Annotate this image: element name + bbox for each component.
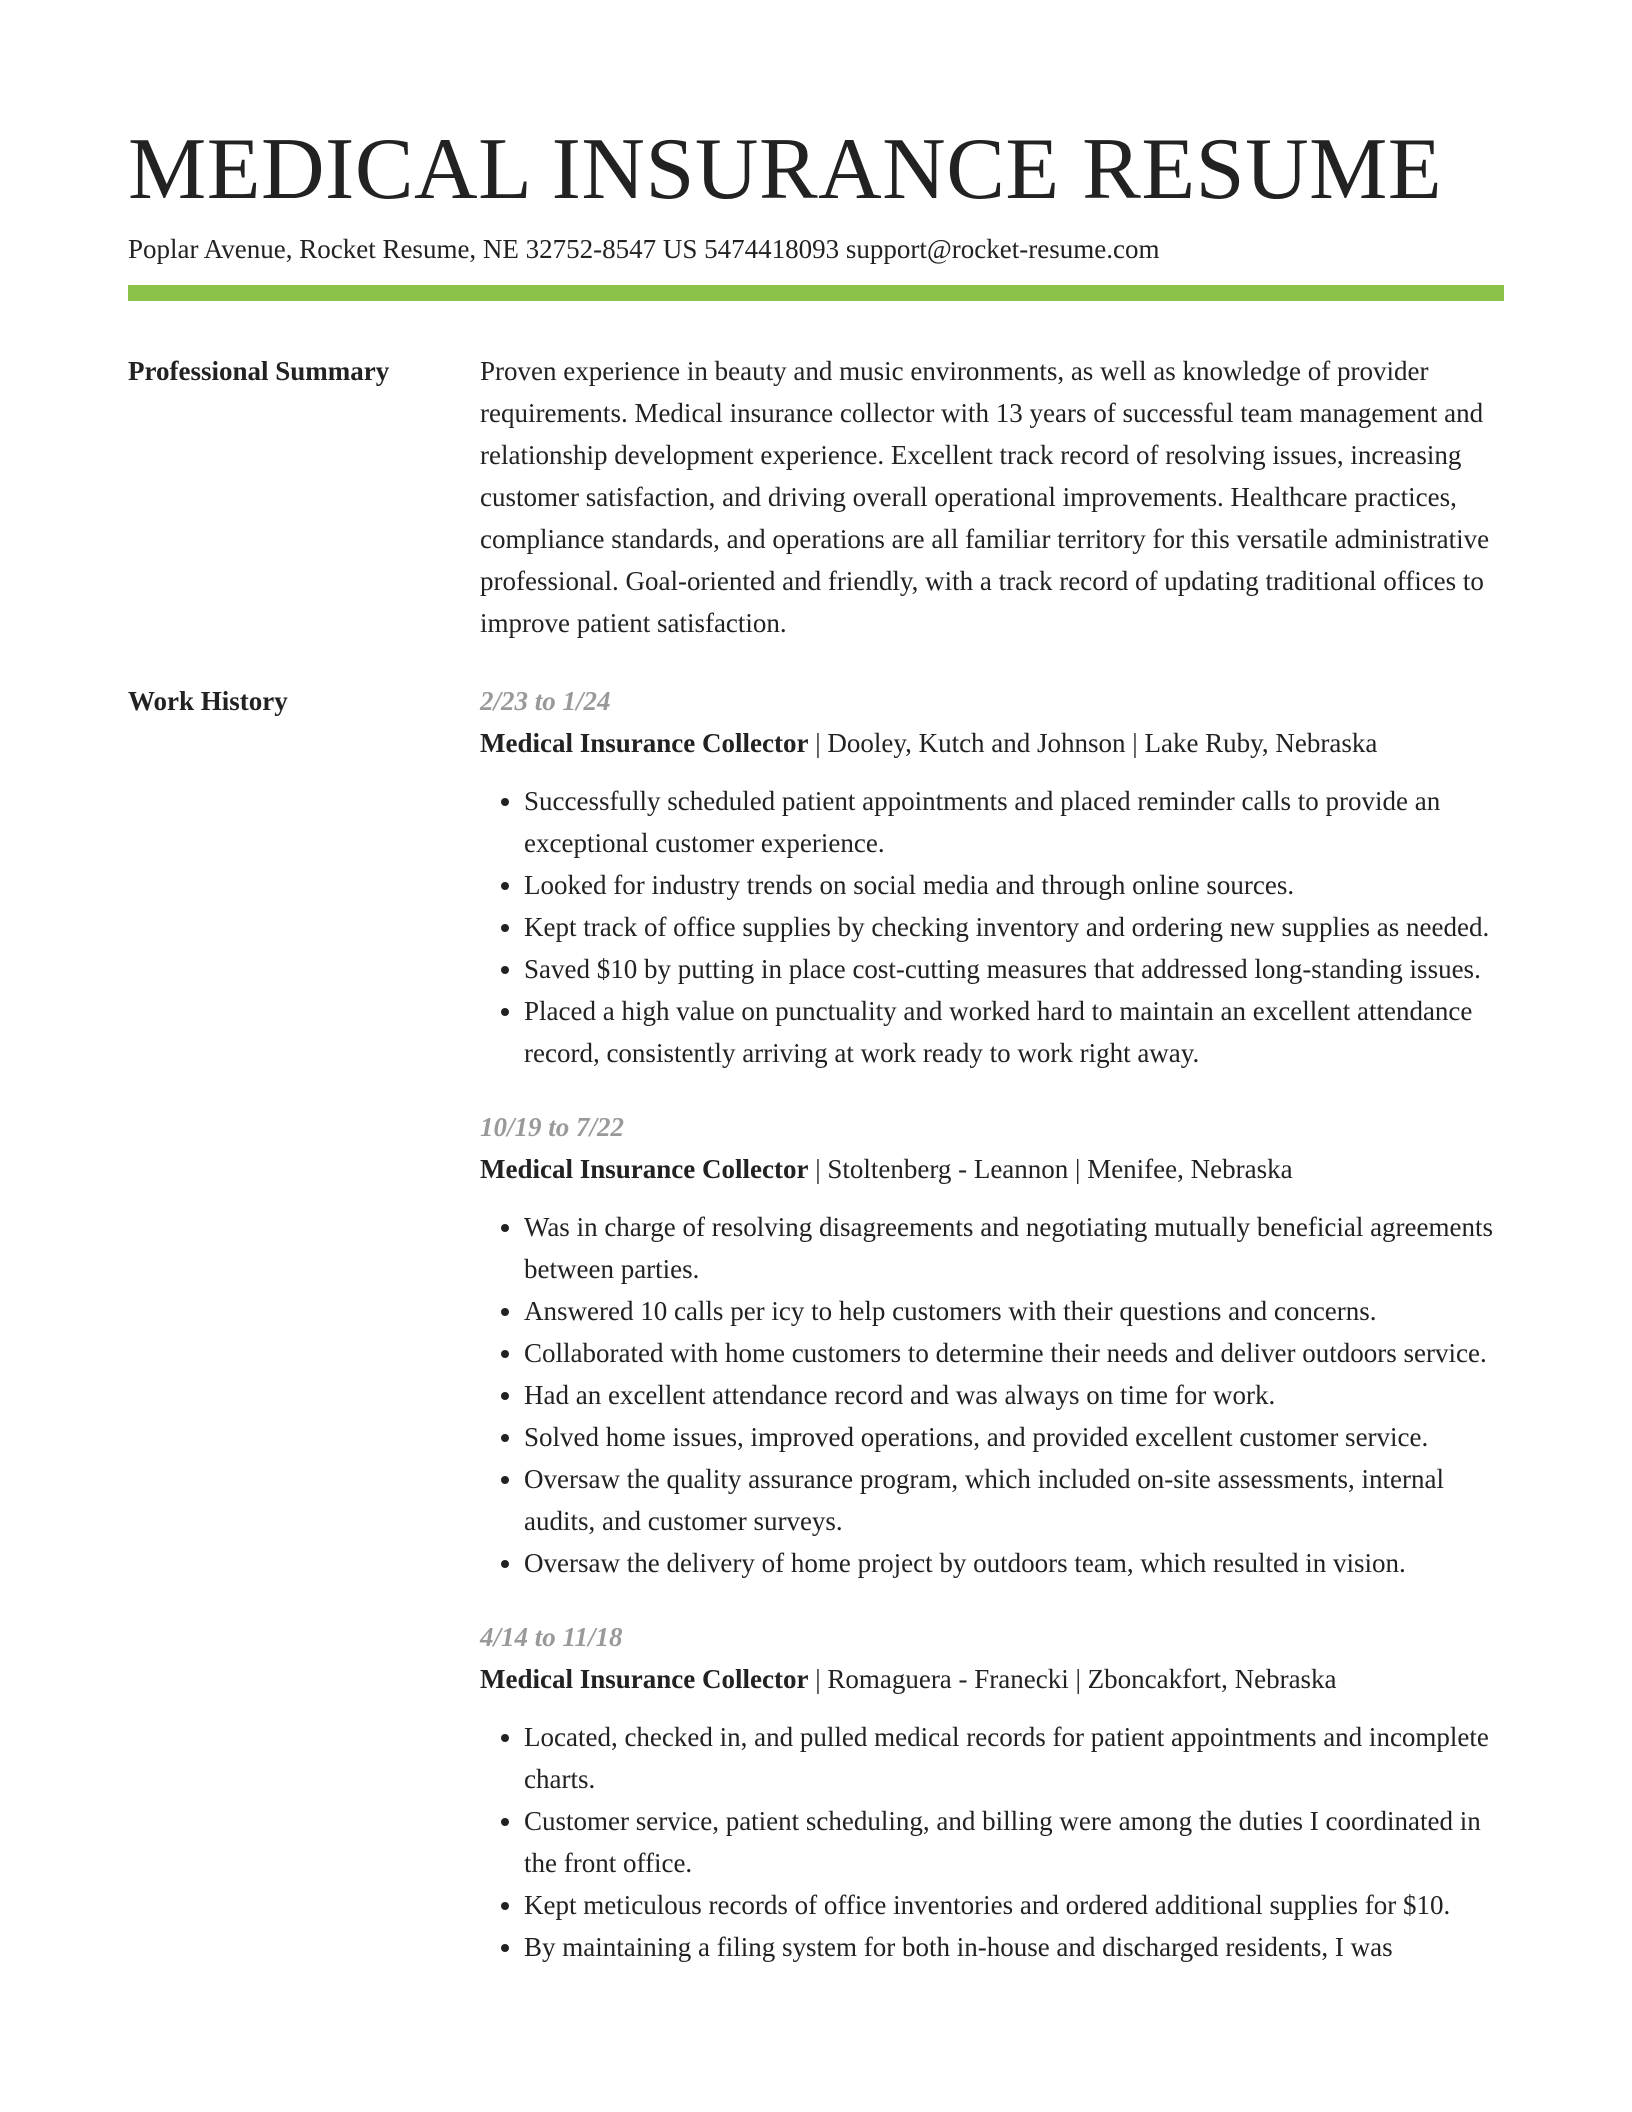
job-title-line bbox=[480, 1658, 1504, 1700]
job-dates: 2/23 to 1/24 bbox=[480, 686, 611, 716]
job-bullet: • Kept meticulous records of office inventories and ordered additional supplies for $10. bbox=[524, 1884, 1504, 1926]
job-bullets bbox=[480, 1716, 1504, 1968]
job-employer-location: | Romaguera - Franecki | Zboncakfort, Nebraska bbox=[808, 1664, 1337, 1694]
resume-title: MEDICAL INSURANCE RESUME bbox=[128, 121, 1443, 218]
job-bullet: • Placed a high value on punctuality and worked hard to maintain an excellent attendance record, consistently arriving at work ready to work right away. bbox=[524, 990, 1504, 1074]
job-bullet: • Customer service, patient scheduling, and billing were among the duties I coordinated in the front office. bbox=[524, 1800, 1504, 1884]
job-employer-location: | Dooley, Kutch and Johnson | Lake Ruby, Nebraska bbox=[808, 728, 1378, 758]
job-bullet: • Successfully scheduled patient appointments and placed reminder calls to provide an exceptional customer experience. bbox=[524, 780, 1504, 864]
professional-summary-section bbox=[128, 350, 1504, 644]
work-history-section bbox=[128, 680, 1504, 2000]
section-label-summary: Professional Summary bbox=[128, 356, 390, 386]
job-bullet: • Had an excellent attendance record and was always on time for work. bbox=[524, 1374, 1504, 1416]
resume-sections bbox=[128, 350, 1504, 2000]
job-bullet: • Was in charge of resolving disagreements and negotiating mutually beneficial agreements between parties. bbox=[524, 1206, 1504, 1290]
job-title: Medical Insurance Collector bbox=[480, 1664, 809, 1694]
job-bullets bbox=[480, 1206, 1504, 1584]
job-dates: 4/14 to 11/18 bbox=[480, 1622, 623, 1652]
job-bullet: • Answered 10 calls per icy to help customers with their questions and concerns. bbox=[524, 1290, 1504, 1332]
summary-text: Proven experience in beauty and music environments, as well as knowledge of provider requirements. Medical insurance collector with 13 years of successful team management and relationship development experience. Excellent track record of resolving issues, increasing customer satisfaction, and driving overall operational improvements. Healthcare practices, compliance standards, and operations are all familiar territory for this versatile administrative professional. Goal-oriented and friendly, with a track record of updating traditional offices to improve patient satisfaction. bbox=[480, 356, 1490, 638]
job-title: Medical Insurance Collector bbox=[480, 1154, 809, 1184]
section-label-work-history: Work History bbox=[128, 686, 288, 716]
job-entry bbox=[480, 1616, 1504, 1968]
job-title: Medical Insurance Collector bbox=[480, 728, 809, 758]
job-title-line bbox=[480, 1148, 1504, 1190]
job-bullet: • By maintaining a filing system for both in-house and discharged residents, I was bbox=[524, 1926, 1504, 1968]
job-employer-location: | Stoltenberg - Leannon | Menifee, Nebraska bbox=[808, 1154, 1293, 1184]
job-bullet: • Oversaw the delivery of home project by outdoors team, which resulted in vision. bbox=[524, 1542, 1504, 1584]
header-divider bbox=[128, 285, 1504, 301]
job-entry bbox=[480, 680, 1504, 1074]
job-entry bbox=[480, 1106, 1504, 1584]
job-bullet: • Saved $10 by putting in place cost-cutting measures that addressed long-standing issues. bbox=[524, 948, 1504, 990]
job-bullet: • Located, checked in, and pulled medical records for patient appointments and incomplete charts. bbox=[524, 1716, 1504, 1800]
job-dates: 10/19 to 7/22 bbox=[480, 1112, 625, 1142]
contact-line: Poplar Avenue, Rocket Resume, NE 32752-8547 US 5474418093 support@rocket-resume.com bbox=[128, 234, 1160, 264]
job-title-line bbox=[480, 722, 1504, 764]
job-bullet: • Oversaw the quality assurance program, which included on-site assessments, internal audits, and customer surveys. bbox=[524, 1458, 1504, 1542]
work-history-body bbox=[480, 680, 1504, 2000]
job-bullet: • Collaborated with home customers to determine their needs and deliver outdoors service. bbox=[524, 1332, 1504, 1374]
job-bullet: • Kept track of office supplies by checking inventory and ordering new supplies as needed. bbox=[524, 906, 1504, 948]
job-bullet: • Solved home issues, improved operations, and provided excellent customer service. bbox=[524, 1416, 1504, 1458]
job-bullet: • Looked for industry trends on social media and through online sources. bbox=[524, 864, 1504, 906]
summary-body bbox=[480, 350, 1504, 644]
job-bullets bbox=[480, 780, 1504, 1074]
